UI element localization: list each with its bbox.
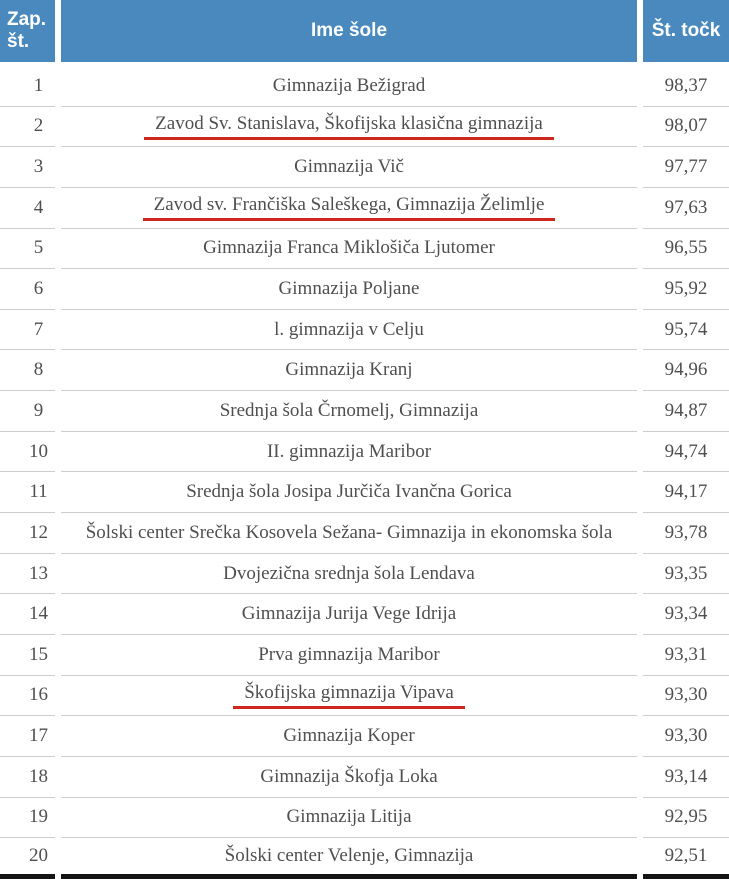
rank-cell: 20 [0, 838, 55, 879]
school-name-text: Dvojezična srednja šola Lendava [223, 562, 475, 584]
school-name-cell [61, 798, 637, 839]
table-row [0, 676, 729, 717]
rank-cell: 11 [0, 472, 55, 513]
header-school-name: Ime šole [61, 0, 637, 62]
rank-cell: 2 [0, 107, 55, 148]
header-score: Št. točk [643, 0, 729, 62]
school-name-text: Gimnazija Bežigrad [272, 74, 426, 96]
rank-cell: 7 [0, 310, 55, 351]
table-row [0, 107, 729, 148]
school-name-cell [61, 310, 637, 351]
rank-cell: 16 [0, 676, 55, 717]
score-cell: 93,34 [643, 594, 729, 635]
score-cell: 93,30 [643, 716, 729, 757]
rank-cell: 5 [0, 229, 55, 270]
school-name-text: Prva gimnazija Maribor [258, 643, 440, 665]
school-name-text: Gimnazija Poljane [278, 278, 420, 300]
score-cell: 98,37 [643, 66, 729, 107]
score-cell: 94,87 [643, 391, 729, 432]
rank-cell: 19 [0, 798, 55, 839]
school-name-text: l. gimnazija v Celju [274, 318, 424, 340]
rank-cell: 12 [0, 513, 55, 554]
table-row [0, 432, 729, 473]
table-row [0, 594, 729, 635]
table-row [0, 229, 729, 270]
table-header-row [0, 0, 729, 62]
school-name-cell [61, 66, 637, 107]
school-name-cell [61, 676, 637, 717]
school-name-text: Srednja šola Črnomelj, Gimnazija [219, 399, 479, 421]
table-row [0, 798, 729, 839]
score-cell: 93,35 [643, 554, 729, 595]
school-name-cell [61, 350, 637, 391]
school-name-cell [61, 147, 637, 188]
school-name-text: Srednja šola Josipa Jurčiča Ivančna Gorica [186, 481, 512, 503]
table-row [0, 147, 729, 188]
score-cell: 97,77 [643, 147, 729, 188]
table-row [0, 635, 729, 676]
school-name-cell [61, 554, 637, 595]
school-name-cell [61, 838, 637, 879]
school-name-cell [61, 472, 637, 513]
table-row [0, 350, 729, 391]
rank-cell: 18 [0, 757, 55, 798]
school-name-cell [61, 635, 637, 676]
table-row [0, 310, 729, 351]
school-name-cell [61, 229, 637, 270]
rank-cell: 8 [0, 350, 55, 391]
score-cell: 94,17 [643, 472, 729, 513]
score-cell: 94,74 [643, 432, 729, 473]
rank-cell: 4 [0, 188, 55, 229]
school-name-text: Škofijska gimnazija Vipava [233, 682, 465, 709]
school-name-cell [61, 716, 637, 757]
table-row [0, 513, 729, 554]
table-row [0, 838, 729, 879]
school-name-text: Gimnazija Kranj [285, 359, 413, 381]
score-cell: 95,92 [643, 269, 729, 310]
school-name-text: Šolski center Velenje, Gimnazija [224, 844, 474, 866]
school-name-text: Gimnazija Jurija Vege Idrija [241, 603, 457, 625]
rank-cell: 9 [0, 391, 55, 432]
rank-cell: 13 [0, 554, 55, 595]
rank-cell: 6 [0, 269, 55, 310]
score-cell: 97,63 [643, 188, 729, 229]
school-name-text: Gimnazija Koper [283, 725, 415, 747]
rank-cell: 3 [0, 147, 55, 188]
school-name-text: Gimnazija Franca Miklošiča Ljutomer [203, 237, 495, 259]
rank-cell: 15 [0, 635, 55, 676]
score-cell: 92,51 [643, 838, 729, 879]
header-rank-number: Zap. št. [0, 0, 55, 62]
score-cell: 93,31 [643, 635, 729, 676]
school-name-cell [61, 513, 637, 554]
table-row [0, 554, 729, 595]
school-name-cell [61, 594, 637, 635]
school-name-cell [61, 269, 637, 310]
rank-cell: 10 [0, 432, 55, 473]
school-name-cell [61, 188, 637, 229]
school-name-text: Zavod Sv. Stanislava, Škofijska klasična gimnazija [144, 113, 554, 140]
score-cell: 93,30 [643, 676, 729, 717]
school-name-text: II. gimnazija Maribor [266, 440, 432, 462]
table-row [0, 66, 729, 107]
school-name-text: Zavod sv. Frančiška Saleškega, Gimnazija Želimlje [143, 194, 556, 221]
rank-cell: 14 [0, 594, 55, 635]
score-cell: 96,55 [643, 229, 729, 270]
rank-cell: 1 [0, 66, 55, 107]
score-cell: 95,74 [643, 310, 729, 351]
table-row [0, 188, 729, 229]
school-name-text: Gimnazija Litija [286, 806, 412, 828]
score-cell: 94,96 [643, 350, 729, 391]
table-row [0, 716, 729, 757]
table-row [0, 757, 729, 798]
school-name-text: Šolski center Srečka Kosovela Sežana- Gimnazija in ekonomska šola [85, 521, 613, 543]
score-cell: 93,14 [643, 757, 729, 798]
table-row [0, 472, 729, 513]
table-row [0, 391, 729, 432]
school-name-text: Gimnazija Vič [294, 156, 404, 178]
rank-cell: 17 [0, 716, 55, 757]
score-cell: 93,78 [643, 513, 729, 554]
school-name-cell [61, 432, 637, 473]
table-row [0, 269, 729, 310]
school-name-cell [61, 757, 637, 798]
school-name-text: Gimnazija Škofja Loka [260, 765, 438, 787]
table-body [0, 66, 729, 879]
score-cell: 98,07 [643, 107, 729, 148]
score-cell: 92,95 [643, 798, 729, 839]
school-name-cell [61, 391, 637, 432]
school-name-cell [61, 107, 637, 148]
